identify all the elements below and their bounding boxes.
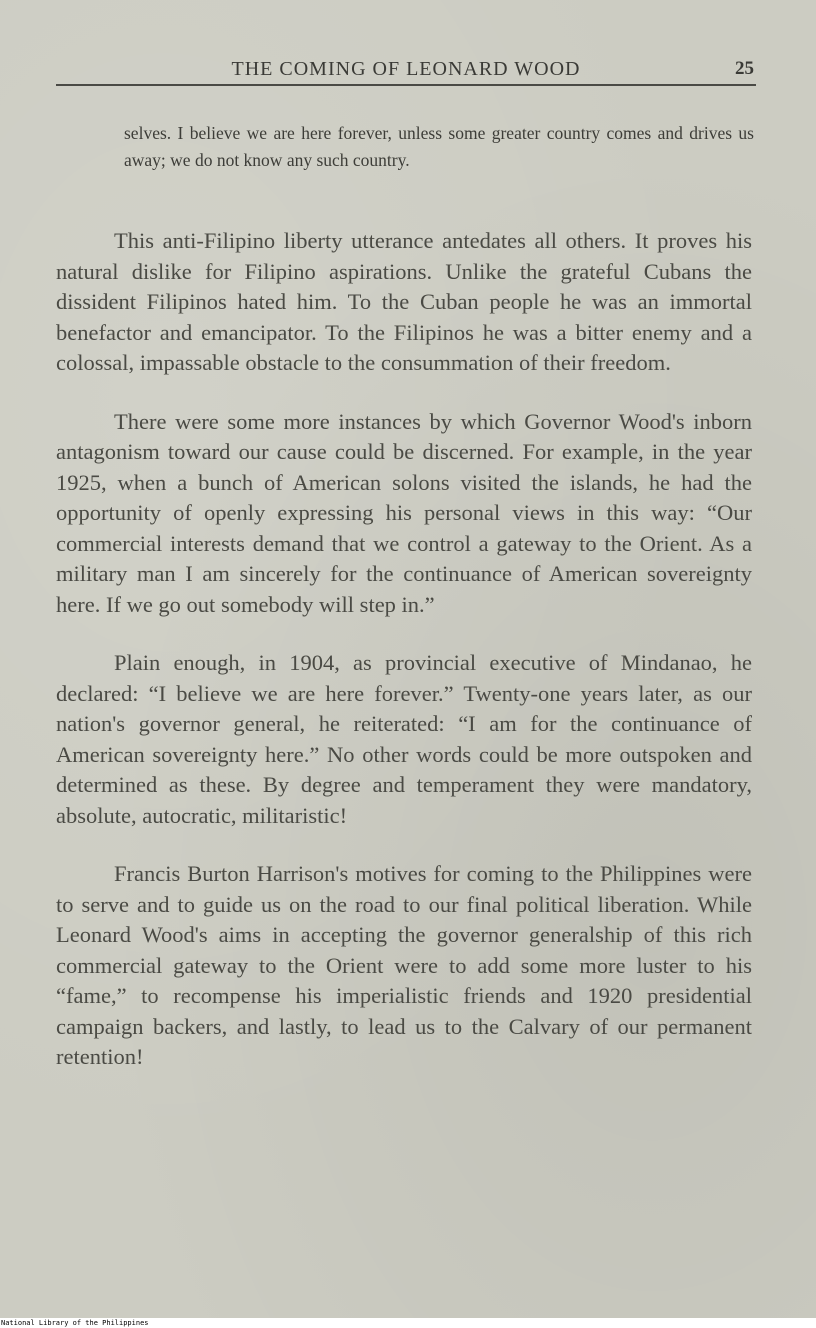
running-head (56, 54, 756, 86)
paragraph: There were some more instances by which Governor Wood's inborn antagonism toward our cause could be discerned. For example, in the year 1925, when a bunch of American solons visited the islands, he had the opportunity of openly expressing his personal views in this way: “Our commercial interests demand that we control a gateway to the Orient. As a military man I am sincerely for the continuance of American sovereignty here. If we go out somebody will step in.” (56, 408, 752, 617)
running-title: THE COMING OF LEONARD WOOD (231, 58, 581, 80)
page-number: 25 (735, 58, 754, 79)
library-credit: National Library of the Philippines (1, 1319, 149, 1327)
paragraph: Plain enough, in 1904, as provincial executive of Mindanao, he declared: “I believe we are here forever.” Twenty-one years later, as our nation's governor general, he reiterated: “I am for the continuance of American sovereignty here.” No other words could be more outspoken and determined as these. By degree and temperament they were mandatory, absolute, autocratic, militaristic! (56, 650, 752, 828)
paragraph: This anti-Filipino liberty utterance antedates all others. It proves his natural dislike for Filipino aspirations. Unlike the grateful Cubans the dissident Filipinos hated him. To the Cuban people he was an immortal benefactor and emancipator. To the Filipinos he was a bitter enemy and a colossal, impassable obstacle to the consummation of their freedom. (56, 228, 752, 375)
body-text (56, 226, 752, 1101)
paragraph: Francis Burton Harrison's motives for coming to the Philippines were to serve and to guide us on the road to our final political liberation. While Leonard Wood's aims in accepting the governor generalship of this rich commercial gateway to the Orient were to add some more luster to his “fame,” to recompense his imperialistic friends and 1920 presidential campaign backers, and lastly, to lead us to the Calvary of our permanent retention! (56, 861, 752, 1069)
block-quote: selves. I believe we are here forever, unless some greater country comes and drives us away; we do not know any such country. (124, 123, 754, 170)
